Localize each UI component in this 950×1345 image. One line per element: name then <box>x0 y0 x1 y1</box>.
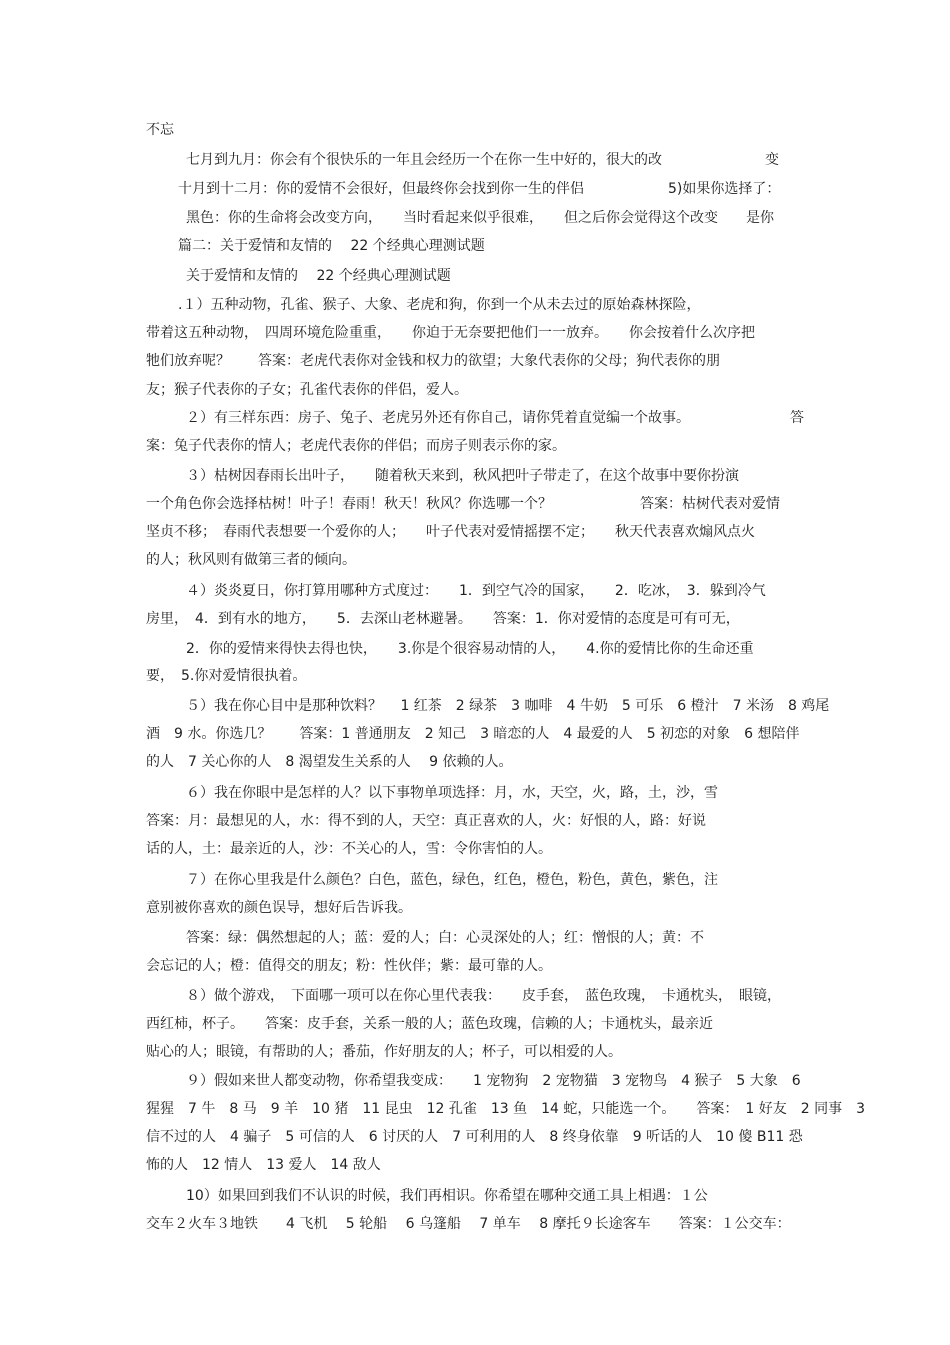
text-line: 答案：枯树代表对爱情 <box>640 496 780 512</box>
text-line: ９）假如来世人都变动物，你希望我变成： 1 宠物狗 2 宠物猫 3 宠物鸟 4 猴子 5 大象 6 <box>186 1073 801 1089</box>
text-line: 一个角色你会选择枯树！叶子！春雨！秋天！秋风？你选哪一个？ <box>146 496 552 512</box>
text-line: 坚贞不移； 春雨代表想要一个爱你的人； 叶子代表对爱情摇摆不定； 秋天代表喜欢煽风点火 <box>146 524 755 540</box>
text-line: 信不过的人 4 骗子 5 可信的人 6 讨厌的人 7 可利用的人 8 终身依靠 9 听话的人 10 傻 B11 恐 <box>146 1129 803 1145</box>
text-line: 友；猴子代表你的子女；孔雀代表你的伴侣，爱人。 <box>146 382 468 398</box>
section-heading: 篇二：关于爱情和友情的 22 个经典心理测试题 <box>178 238 485 254</box>
text-line: ８）做个游戏， 下面哪一项可以在你心里代表我： 皮手套， 蓝色玫瑰， 卡通枕头， 眼镜， <box>186 988 781 1004</box>
text-line: 带着这五种动物， 四周环境危险重重， 你迫于无奈要把他们一一放弃。 你会按着什么次序把 <box>146 325 755 341</box>
text-line: 怖的人 12 情人 13 爱人 14 敌人 <box>146 1157 381 1173</box>
text-line: 5)如果你选择了： <box>668 181 781 197</box>
text-line: 牠们放弃呢？ 答案：老虎代表你对金钱和权力的欲望；大象代表你的父母；狗代表你的朋 <box>146 353 720 369</box>
text-line: 答案：绿：偶然想起的人；蓝：爱的人；白：心灵深处的人；红：憎恨的人；黄：不 <box>186 930 704 946</box>
text-line: 的人 7 关心你的人 8 渴望发生关系的人 9 依赖的人。 <box>146 754 513 770</box>
text-line: 十月到十二月：你的爱情不会很好，但最终你会找到你一生的伴侣 <box>178 181 584 197</box>
text-line: 答案：月：最想见的人，水：得不到的人，天空：真正喜欢的人，火：好恨的人，路：好说 <box>146 813 706 829</box>
text-line: 变 <box>765 152 779 168</box>
text-line: 西红柿，杯子。 答案：皮手套，关系一般的人；蓝色玫瑰，信赖的人；卡通枕头，最亲近 <box>146 1016 713 1032</box>
article-title: 关于爱情和友情的 22 个经典心理测试题 <box>186 268 451 284</box>
text-line: 酒 9 水。你选几？ 答案：1 普通朋友 2 知己 3 暗恋的人 4 最爱的人 5 初恋的对象 6 想陪伴 <box>146 726 800 742</box>
text-line: 房里， 4．到有水的地方， 5．去深山老林避暑。 答案：1．你对爱情的态度是可有可无， <box>146 611 740 627</box>
text-line: 2．你的爱情来得快去得也快， 3.你是个很容易动情的人， 4.你的爱情比你的生命还重 <box>186 641 754 657</box>
text-line: 要， 5.你对爱情很执着。 <box>146 668 307 684</box>
text-line: ７）在你心里我是什么颜色？白色，蓝色，绿色，红色，橙色，粉色，黄色，紫色，注 <box>186 872 718 888</box>
text-line: 猩猩 7 牛 8 马 9 羊 10 猪 11 昆虫 12 孔雀 13 鱼 14 蛇，只能选一个。 答案： 1 好友 2 同事 3 <box>146 1101 866 1117</box>
text-line: 交车２火车３地铁 4 飞机 5 轮船 6 乌篷船 7 单车 8 摩托９长途客车 答案：１公交车： <box>146 1216 791 1232</box>
text-line: 七月到九月：你会有个很快乐的一年且会经历一个在你一生中好的，很大的改 <box>186 152 662 168</box>
text-line: 会忘记的人；橙：值得交的朋友；粉：性伙伴；紫：最可靠的人。 <box>146 958 552 974</box>
text-line: 的人；秋风则有做第三者的倾向。 <box>146 552 356 568</box>
text-line: ３）枯树因春雨长出叶子， 随着秋天来到，秋风把叶子带走了，在这个故事中要你扮演 <box>186 468 739 484</box>
text-line: 案：兔子代表你的情人；老虎代表你的伴侣；而房子则表示你的家。 <box>146 438 566 454</box>
text-line: .１）五种动物，孔雀、猴子、大象、老虎和狗，你到一个从未去过的原始森林探险， <box>178 297 701 313</box>
text-line: 答 <box>790 410 804 426</box>
text-line: 意别被你喜欢的颜色误导，想好后告诉我。 <box>146 900 412 916</box>
text-line: ５）我在你心目中是那种饮料？ 1 红茶 2 绿茶 3 咖啡 4 牛奶 5 可乐 6 橙汁 7 米汤 8 鸡尾 <box>186 698 830 714</box>
text-line: 黑色：你的生命将会改变方向， 当时看起来似乎很难， 但之后你会觉得这个改变 是你 <box>186 210 774 226</box>
text-line: 话的人，土：最亲近的人，沙：不关心的人，雪：令你害怕的人。 <box>146 841 552 857</box>
text-line: 不忘 <box>146 122 174 138</box>
text-line: 10）如果回到我们不认识的时候，我们再相识。你希望在哪种交通工具上相遇：１公 <box>186 1188 708 1204</box>
text-line: ２）有三样东西：房子、兔子、老虎另外还有你自己，请你凭着直觉编一个故事。 <box>186 410 690 426</box>
text-line: ６）我在你眼中是怎样的人？以下事物单项选择：月，水，天空，火，路，土，沙，雪 <box>186 785 718 801</box>
text-line: 贴心的人；眼镜，有帮助的人；番茄，作好朋友的人；杯子，可以相爱的人。 <box>146 1044 622 1060</box>
text-line: ４）炎炎夏日，你打算用哪种方式度过： 1．到空气冷的国家， 2．吃冰， 3．躲到冷气 <box>186 583 766 599</box>
